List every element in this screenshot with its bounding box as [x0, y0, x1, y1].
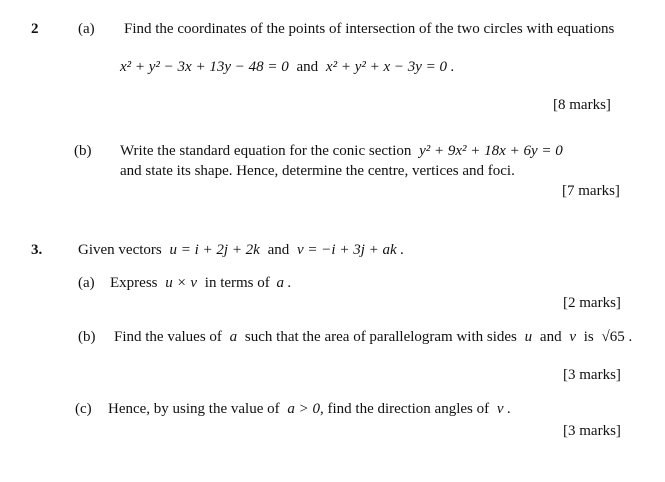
question-text-part: Write the standard equation for the conic section: [120, 143, 412, 159]
variable-a: a: [229, 329, 238, 345]
marks-label: [3 marks]: [563, 423, 621, 439]
question-text-part: Given vectors: [78, 242, 162, 258]
question-text: [108, 400, 511, 418]
question-text-part: Find the values of: [114, 329, 222, 345]
question-number: 2: [31, 21, 39, 37]
question-text-part: in terms of: [204, 275, 270, 291]
part-label: (b): [78, 329, 96, 345]
marks-label: [7 marks]: [562, 183, 620, 199]
variable-a: a .: [276, 275, 292, 291]
question-number: 3.: [31, 242, 43, 258]
question-text-part: such that the area of parallelogram with sides: [244, 329, 517, 345]
question-text: [120, 142, 563, 160]
conjunction: and: [267, 242, 290, 258]
vector-u: u: [524, 329, 533, 345]
vector-v: v: [569, 329, 576, 345]
question-text: and state its shape. Hence, determine the centre, vertices and foci.: [120, 163, 515, 179]
vector-v-definition: v = −i + 3j + ak .: [297, 242, 405, 258]
circle-equation-2: x² + y² + x − 3y = 0 .: [325, 59, 455, 75]
vector-u-definition: u = i + 2j + 2k: [169, 242, 260, 258]
equation-line: [120, 58, 455, 76]
vector-v: v .: [496, 401, 512, 417]
cross-product-expression: u × v: [165, 275, 198, 291]
part-label: (a): [78, 275, 95, 291]
question-text-part: Hence, by using the value of: [108, 401, 280, 417]
part-label: (a): [78, 21, 95, 37]
question-text-part: , find the direction angles of: [320, 401, 490, 417]
conic-equation: y² + 9x² + 18x + 6y = 0: [419, 143, 563, 159]
question-text: [110, 274, 292, 292]
question-text: [114, 328, 632, 346]
question-text: Find the coordinates of the points of intersection of the two circles with equations: [124, 21, 615, 37]
condition: a > 0: [287, 401, 320, 417]
question-text-part: Express: [110, 275, 158, 291]
conjunction: and: [539, 329, 562, 345]
area-value: √65 .: [601, 329, 633, 345]
circle-equation-1: x² + y² − 3x + 13y − 48 = 0: [120, 59, 289, 75]
part-label: (c): [75, 401, 92, 417]
marks-label: [2 marks]: [563, 295, 621, 311]
part-label: (b): [74, 143, 92, 159]
question-text-part: is: [583, 329, 594, 345]
marks-label: [3 marks]: [563, 367, 621, 383]
question-text: [78, 241, 404, 259]
conjunction: and: [296, 59, 319, 75]
marks-label: [8 marks]: [553, 97, 611, 113]
